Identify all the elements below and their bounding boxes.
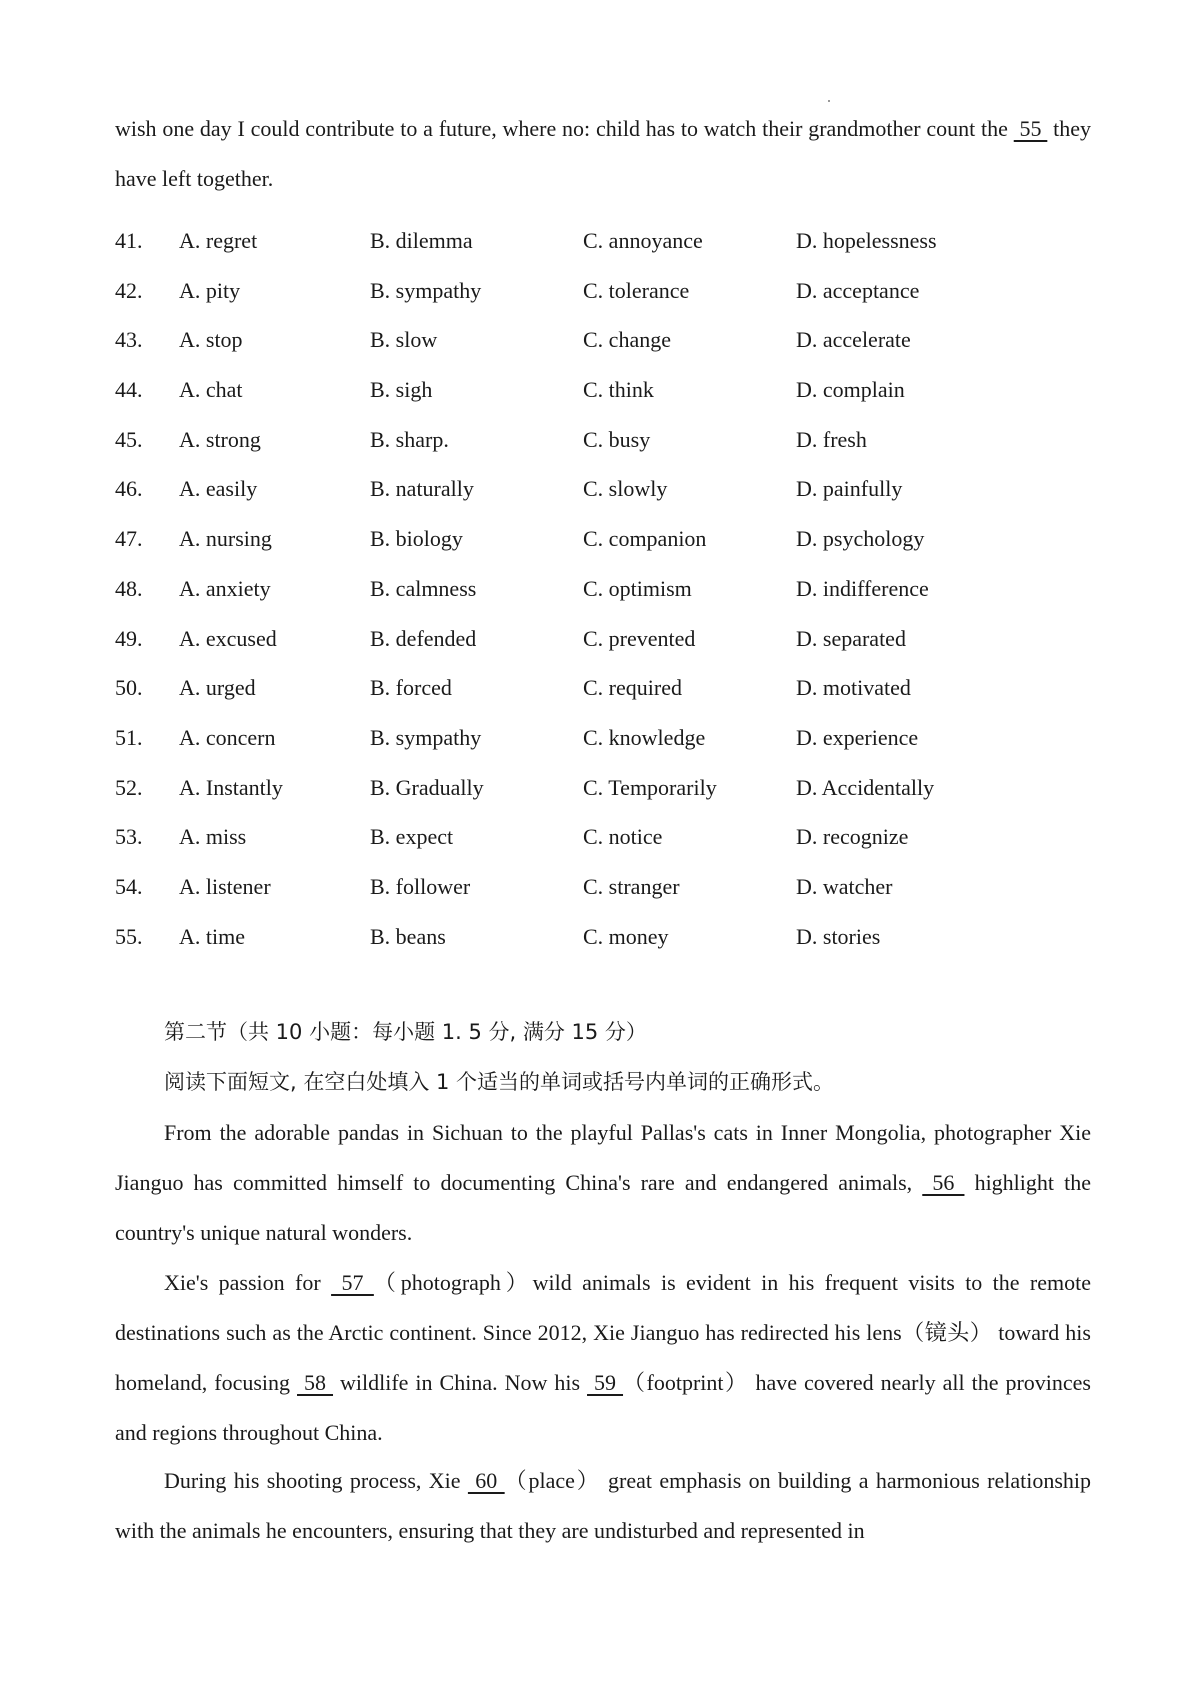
passage-text: During his shooting process, Xie <box>164 1468 468 1493</box>
option-row <box>115 415 1091 465</box>
option-row <box>115 464 1091 514</box>
question-number: 53. <box>115 824 143 850</box>
option-a: A. excused <box>179 625 277 651</box>
option-row <box>115 564 1091 614</box>
option-c: C. knowledge <box>583 724 706 750</box>
blank-55: 55 <box>1013 116 1048 141</box>
option-a: A. nursing <box>179 526 272 552</box>
option-b: B. Gradually <box>370 774 484 800</box>
option-b: B. beans <box>370 923 446 949</box>
blank-58: 58 <box>297 1370 334 1395</box>
option-c: C. think <box>583 377 654 403</box>
question-number: 48. <box>115 575 143 601</box>
option-row <box>115 663 1091 713</box>
option-c: C. change <box>583 327 671 353</box>
option-row <box>115 862 1091 912</box>
option-row <box>115 365 1091 415</box>
question-number: 51. <box>115 724 143 750</box>
option-b: B. dilemma <box>370 228 473 253</box>
question-number: 44. <box>115 377 143 403</box>
option-b: B. expect <box>370 824 454 850</box>
option-a: A. time <box>179 923 245 949</box>
option-c: C. prevented <box>583 625 696 651</box>
blank-56: 56 <box>922 1170 965 1195</box>
section-instruction: 阅读下面短文, 在空白处填入 1 个适当的单词或括号内单词的正确形式。 <box>164 1070 835 1094</box>
option-b: B. slow <box>370 327 438 353</box>
passage-paragraph-1 <box>115 1108 1091 1258</box>
intro-text-1: wish one day I could contribute to a future, where no: child has to watch their grandmother count the <box>115 116 1014 141</box>
option-d: D. complain <box>796 377 905 403</box>
option-c: C. money <box>583 923 669 949</box>
option-c: C. optimism <box>583 575 692 601</box>
option-b: B. biology <box>370 526 463 552</box>
option-c: C. companion <box>583 526 707 552</box>
blank-59: 59 <box>587 1370 624 1395</box>
option-a: A. listener <box>179 873 271 899</box>
passage-paragraph-3 <box>115 1456 1091 1556</box>
blank-60: 60 <box>467 1468 505 1493</box>
option-d: D. recognize <box>796 824 909 850</box>
option-a: A. pity <box>179 277 241 303</box>
option-row <box>115 912 1091 962</box>
option-row <box>115 812 1091 862</box>
option-row <box>115 266 1091 316</box>
scan-dot <box>828 100 830 102</box>
option-b: B. sympathy <box>370 724 482 750</box>
question-number: 54. <box>115 873 143 899</box>
option-b: B. sharp. <box>370 426 449 452</box>
option-d: D. indifference <box>796 575 929 601</box>
option-c: C. stranger <box>583 873 680 899</box>
option-c: C. annoyance <box>583 228 703 253</box>
passage-text: From the adorable pandas in Sichuan to the playful Pallas's cats in Inner Mongolia, photographer Xie Jianguo has committed himself to documenting China's rare and endangered animals, <box>115 1120 1091 1195</box>
question-number: 49. <box>115 625 143 651</box>
options-list <box>115 216 1091 961</box>
passage-text: wildlife in China. Now his <box>333 1370 588 1395</box>
option-c: C. tolerance <box>583 277 690 303</box>
intro-paragraph <box>115 104 1091 204</box>
option-b: B. forced <box>370 675 452 701</box>
passage-text: highlight the country's unique natural wonders. <box>115 1170 1091 1245</box>
option-d: D. acceptance <box>796 277 920 303</box>
option-row <box>115 614 1091 664</box>
question-number: 45. <box>115 426 143 452</box>
option-d: D. motivated <box>796 675 911 701</box>
passage-text: （footprint） have covered nearly all the provinces and regions throughout China. <box>115 1370 1091 1445</box>
intro-text-2: they have left together. <box>115 116 1091 191</box>
option-row <box>115 514 1091 564</box>
question-number: 46. <box>115 476 143 502</box>
option-b: B. defended <box>370 625 477 651</box>
option-d: D. hopelessness <box>796 228 937 253</box>
option-d: D. accelerate <box>796 327 911 353</box>
option-d: D. separated <box>796 625 906 651</box>
option-c: C. busy <box>583 426 651 452</box>
option-a: A. regret <box>179 228 258 253</box>
passage-text: Xie's passion for <box>164 1270 332 1295</box>
question-number: 42. <box>115 277 143 303</box>
passage-text: （place） great emphasis on building a harmonious relationship with the animals he encounters, ensuring that they are undisturbed and represented in <box>115 1468 1091 1543</box>
option-a: A. Instantly <box>179 774 283 800</box>
passage-text: （photograph）wild animals is evident in his frequent visits to the remote destinations such as the Arctic continent. Since 2012, Xie Jianguo has redirected his lens（镜头） toward his homeland, focusing <box>115 1270 1092 1395</box>
option-d: D. Accidentally <box>796 774 935 800</box>
option-a: A. urged <box>179 675 256 701</box>
blank-57: 57 <box>331 1270 374 1295</box>
option-a: A. anxiety <box>179 575 271 601</box>
option-c: C. slowly <box>583 476 668 502</box>
option-d: D. watcher <box>796 873 893 899</box>
option-d: D. stories <box>796 923 881 949</box>
question-number: 41. <box>115 228 143 253</box>
option-a: A. strong <box>179 426 261 452</box>
option-row <box>115 315 1091 365</box>
option-d: D. painfully <box>796 476 903 502</box>
section-title: 第二节（共 10 小题：每小题 1. 5 分, 满分 15 分） <box>164 1020 647 1044</box>
question-number: 47. <box>115 526 143 552</box>
option-d: D. psychology <box>796 526 925 552</box>
option-d: D. experience <box>796 724 919 750</box>
option-c: C. Temporarily <box>583 774 717 800</box>
option-c: C. required <box>583 675 682 701</box>
option-d: D. fresh <box>796 426 867 452</box>
option-a: A. chat <box>179 377 243 403</box>
option-row <box>115 713 1091 763</box>
question-number: 43. <box>115 327 143 353</box>
question-number: 55. <box>115 923 143 949</box>
option-b: B. sigh <box>370 377 433 403</box>
option-a: A. easily <box>179 476 258 502</box>
question-number: 50. <box>115 675 143 701</box>
option-b: B. follower <box>370 873 471 899</box>
option-b: B. naturally <box>370 476 474 502</box>
option-b: B. calmness <box>370 575 477 601</box>
option-a: A. stop <box>179 327 243 353</box>
option-b: B. sympathy <box>370 277 482 303</box>
passage-paragraph-2 <box>115 1258 1091 1458</box>
option-row <box>115 216 1091 266</box>
option-c: C. notice <box>583 824 663 850</box>
option-row <box>115 763 1091 813</box>
option-a: A. miss <box>179 824 247 850</box>
option-a: A. concern <box>179 724 276 750</box>
question-number: 52. <box>115 774 143 800</box>
